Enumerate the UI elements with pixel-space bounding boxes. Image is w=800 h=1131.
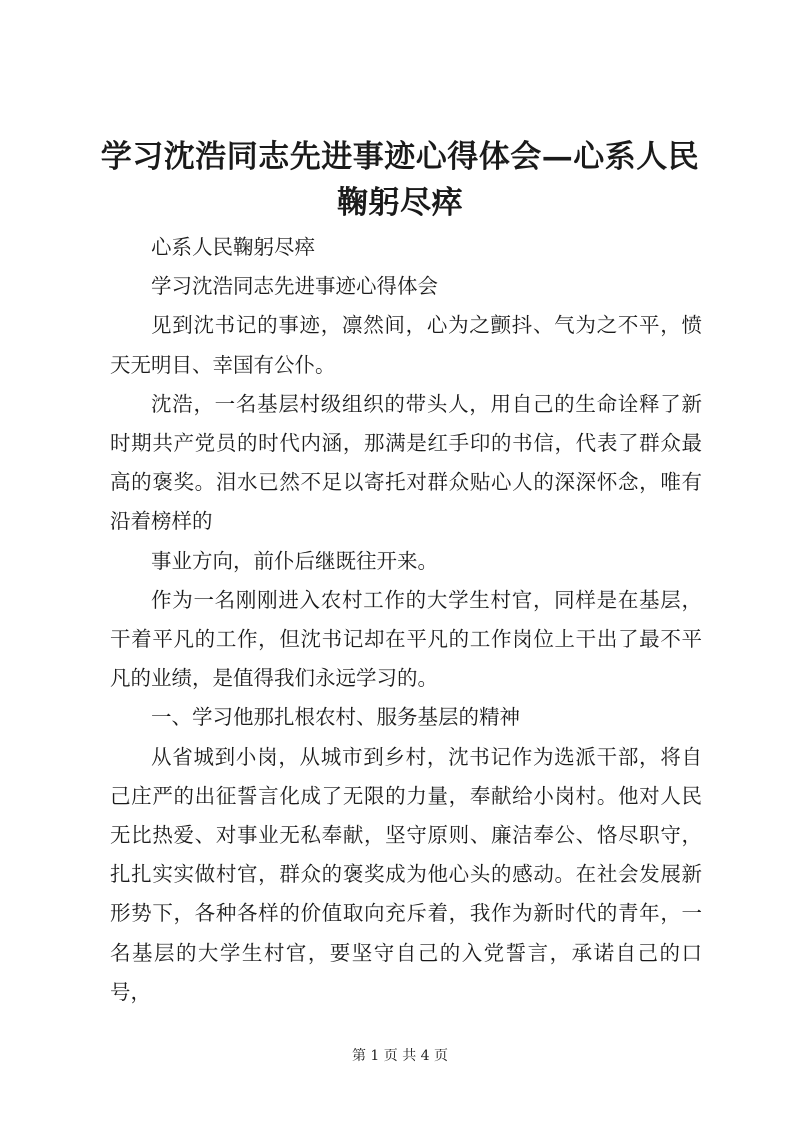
document-title: 学习沈浩同志先进事迹心得体会—心系人民鞠躬尽瘁 bbox=[100, 139, 700, 221]
paragraph: 从省城到小岗，从城市到乡村，沈书记作为选派干部，将自己庄严的出征誓言化成了无限的力量，奉献给小岗村。他对人民无比热爱、对事业无私奉献，坚守原则、廉洁奉公、恪尽职守，扎扎实实做村官，群众的褒奖成为他心头的感动。在社会发展新形势下，各种各样的价值取向充斥着，我作为新时代的青年，一名基层的大学生村官，要坚守自己的入党誓言，承诺自己的口号， bbox=[110, 744, 702, 1004]
section-heading: 一、学习他那扎根农村、服务基层的精神 bbox=[151, 705, 520, 730]
document-body bbox=[110, 228, 702, 1012]
paragraph: 心系人民鞠躬尽瘁 bbox=[151, 235, 315, 259]
paragraph: 学习沈浩同志先进事迹心得体会 bbox=[151, 274, 438, 299]
paragraph: 作为一名刚刚进入农村工作的大学生村官，同样是在基层，干着平凡的工作，但沈书记却在平凡的工作岗位上干出了最不平凡的业绩，是值得我们永远学习的。 bbox=[110, 587, 702, 691]
paragraph: 沈浩，一名基层村级组织的带头人，用自己的生命诠释了新时期共产党员的时代内涵，那满是红手印的书信，代表了群众最高的褒奖。泪水已然不足以寄托对群众贴心人的深深怀念，唯有沿着榜样的 bbox=[110, 391, 702, 534]
page-footer: 第 1 页 共 4 页 bbox=[351, 1048, 449, 1064]
paragraph: 见到沈书记的事迹，凛然间，心为之颤抖、气为之不平，愤天无明目、幸国有公仆。 bbox=[110, 313, 702, 377]
paragraph: 事业方向，前仆后继既往开来。 bbox=[151, 548, 438, 573]
